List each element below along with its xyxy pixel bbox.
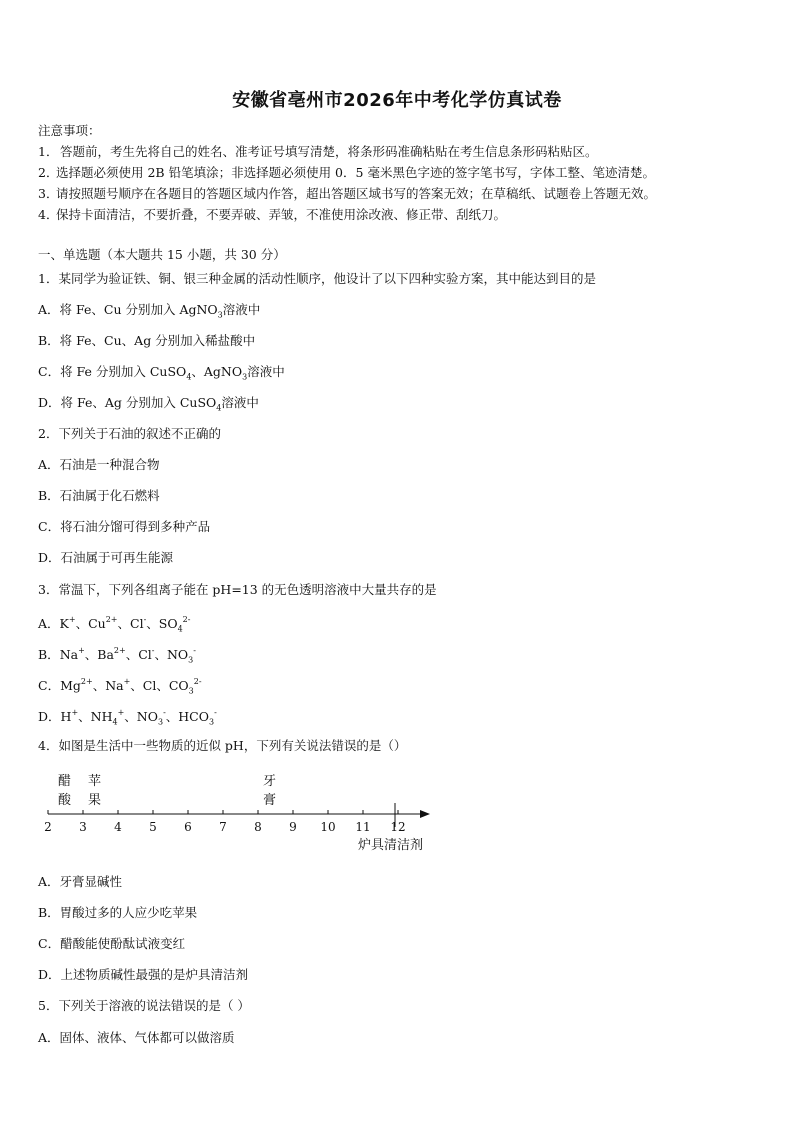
q3-option-c: C．$Mg^{2+}$、Na+、Cl、$CO_3^{2-}$ xyxy=(38,677,202,696)
question-4-stem: 4．如图是生活中一些物质的近似 pH，下列有关说法错误的是（） xyxy=(38,738,407,753)
ph-tick-label: 8 xyxy=(254,820,262,834)
toothpaste-label-1: 牙 xyxy=(263,774,277,789)
ph-tick-label: 5 xyxy=(149,820,157,834)
q5-option-a: A．固体、液体、气体都可以做溶质 xyxy=(38,1030,235,1045)
ph-tick-label: 3 xyxy=(79,820,87,834)
q3-option-a: A．K+、$Cu^{2+}$、Cl-、$SO_4^{2-}$ xyxy=(38,615,191,634)
question-2-stem: 2．下列关于石油的叙述不正确的 xyxy=(38,426,221,441)
section-heading: 一、单选题（本大题共 15 小题，共 30 分） xyxy=(38,247,286,262)
toothpaste-label-2: 膏 xyxy=(263,793,277,808)
apple-label-1: 苹 xyxy=(88,774,102,789)
q3-option-d: D．H+、$NH_4^+$、$NO_3^-$、$HCO_3^-$ xyxy=(38,708,217,727)
ph-tick-label: 9 xyxy=(289,820,297,834)
ph-tick-label: 4 xyxy=(114,820,122,834)
ph-tick-label: 7 xyxy=(219,820,227,834)
q1-option-b: B．将 Fe、Cu、Ag 分别加入稀盐酸中 xyxy=(38,333,256,348)
q2-option-b: B．石油属于化石燃料 xyxy=(38,488,160,503)
notes-header: 注意事项： xyxy=(38,123,101,138)
ph-tick-label: 12 xyxy=(390,820,406,834)
q4-option-c: C．醋酸能使酚酞试液变红 xyxy=(38,936,186,951)
q4-option-b: B．胃酸过多的人应少吃苹果 xyxy=(38,905,198,920)
ph-tick-label: 6 xyxy=(184,820,192,834)
note-item: 3．请按照题号顺序在各题目的答题区域内作答，超出答题区域书写的答案无效；在草稿纸、试题卷上答题无效。 xyxy=(38,186,657,201)
ph-scale-svg xyxy=(38,765,458,865)
page-title: 安徽省亳州市2026年中考化学仿真试卷 xyxy=(232,90,562,111)
vinegar-label-2: 酸 xyxy=(58,793,72,808)
vinegar-label-1: 醋 xyxy=(58,774,72,789)
q1-option-a: A．将 Fe、Cu 分别加入 AgNO$_3$溶液中 xyxy=(38,302,261,320)
ph-tick-label: 11 xyxy=(355,820,371,834)
q3-option-b: B．Na+、$Ba^{2+}$、Cl-、$NO_3^-$ xyxy=(38,646,196,665)
question-3-stem: 3．常温下，下列各组离子能在 pH=13 的无色透明溶液中大量共存的是 xyxy=(38,582,437,597)
q2-option-d: D．石油属于可再生能源 xyxy=(38,550,174,565)
ph-axis-arrow xyxy=(420,810,430,818)
question-5-stem: 5．下列关于溶液的说法错误的是（ ） xyxy=(38,998,250,1013)
notes-block xyxy=(38,120,758,225)
q4-option-d: D．上述物质碱性最强的是炉具清洁剂 xyxy=(38,967,249,982)
ph-scale-figure xyxy=(38,765,458,865)
q1-option-d: D．将 Fe、Ag 分别加入 CuSO$_4$溶液中 xyxy=(38,395,259,413)
q2-option-c: C．将石油分馏可得到多种产品 xyxy=(38,519,211,534)
q2-option-a: A．石油是一种混合物 xyxy=(38,457,160,472)
q1-option-c: C．将 Fe 分别加入 CuSO$_4$、AgNO$_3$溶液中 xyxy=(38,364,285,382)
note-item: 4．保持卡面清洁，不要折叠，不要弄破、弄皱，不准使用涂改液、修正带、刮纸刀。 xyxy=(38,207,507,222)
ph-tick-label: 2 xyxy=(44,820,52,834)
note-item: 1． 答题前，考生先将自己的姓名、准考证号填写清楚，将条形码准确粘贴在考生信息条形码粘贴区。 xyxy=(38,144,598,159)
note-item: 2．选择题必须使用 2B 铅笔填涂；非选择题必须使用 0．5 毫米黑色字迹的签字笔书写，字体工整、笔迹清楚。 xyxy=(38,165,655,180)
cleaner-label: 炉具清洁剂 xyxy=(358,838,424,853)
ph-tick-label: 10 xyxy=(320,820,336,834)
apple-label-2: 果 xyxy=(88,793,102,808)
question-1-stem: 1．某同学为验证铁、铜、银三种金属的活动性顺序，他设计了以下四种实验方案，其中能达到目的是 xyxy=(38,271,596,286)
q4-option-a: A．牙膏显碱性 xyxy=(38,874,123,889)
